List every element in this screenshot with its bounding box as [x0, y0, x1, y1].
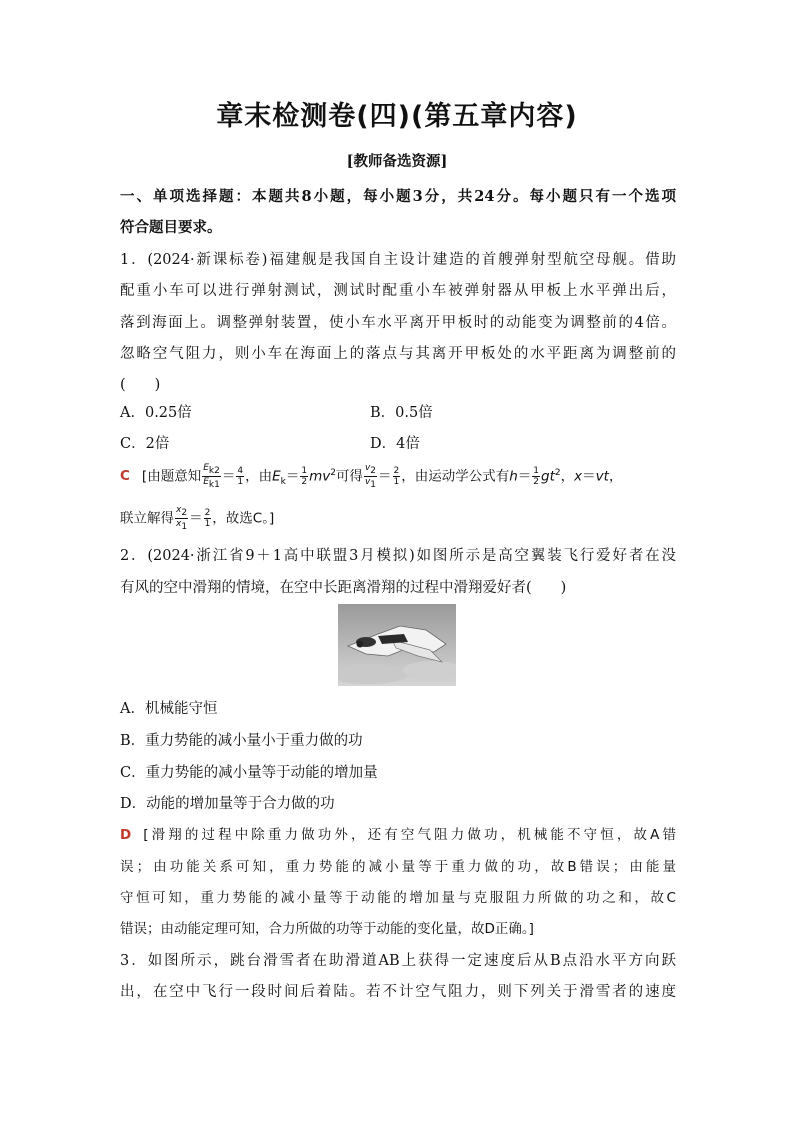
q2-line1: 2．(2024·浙江省9＋1高中联盟3月模拟)如图所示是高空翼装飞行爱好者在没	[120, 548, 676, 564]
q1-solution-line2: 联立解得 $\frac{x_2}{x_1}$ ＝ $\frac{2}{1}$ ，故选C。]	[120, 505, 275, 532]
section-heading: 一、单项选择题：本题共8小题，每小题3分，共24分。每小题只有一个选项	[120, 188, 676, 205]
q3-line2: 出，在空中飞行一段时间后着陆。若不计空气阻力，则下列关于滑雪者的速度	[120, 984, 676, 1000]
q1-option-a: A．0.25倍	[120, 405, 192, 421]
wingsuit-flyer-photo	[338, 604, 456, 686]
fraction: $\frac{1}{2}$	[533, 465, 540, 487]
fraction: $\frac{v_2}{v_1}$	[364, 463, 376, 490]
fraction: $\frac{1}{2}$	[301, 465, 308, 487]
q2-line2: 有风的空中滑翔的情境，在空中长距离滑翔的过程中滑翔爱好者( )	[120, 580, 567, 596]
q1-line2: 配重小车可以进行弹射测试，测试时配重小车被弹射器从甲板上水平弹出后，	[120, 283, 676, 299]
q2-option-b: B．重力势能的减小量小于重力做的功	[120, 733, 363, 749]
fraction: $\frac{4}{1}$	[237, 465, 244, 487]
q1-answer: C	[120, 468, 130, 485]
q2-solution-line2: 误；由功能关系可知，重力势能的减小量等于重力做的功，故B错误；由能量	[120, 859, 676, 875]
q2-option-c: C．重力势能的减小量等于动能的增加量	[120, 765, 378, 781]
q2-solution-line1: D [滑翔的过程中除重力做功外，还有空气阻力做功，机械能不守恒，故A错	[120, 827, 676, 843]
q2-option-d: D．动能的增加量等于合力做的功	[120, 796, 335, 812]
fraction: $\frac{E_{k2}}{E_{k1}}$	[203, 463, 220, 490]
q1-line4: 忽略空气阻力，则小车在海面上的落点与其离开甲板处的水平距离为调整前的	[120, 346, 676, 362]
q2-solution-line3: 守恒可知，重力势能的减小量等于动能的增加量与克服阻力所做的功之和，故C	[120, 890, 676, 906]
fraction: $\frac{2}{1}$	[393, 465, 400, 487]
q1-solution-line1: C [由题意知 $\frac{E_{k2}}{E_{k1}}$ ＝ $\frac{4}{1}$ ，由$E_k=$ $\frac{1}{2}$ $mv^2$可得 $\frac{v_2}{v_1}$ ＝ $\frac{2}{1}$ ，由运动学公式有h＝ $\frac{1}{2}$ $gt^2$，x＝vt，	[120, 463, 623, 490]
q2-answer: D	[120, 827, 132, 843]
fraction: $\frac{2}{1}$	[204, 507, 211, 529]
q3-line1: 3．如图所示，跳台滑雪者在助滑道AB上获得一定速度后从B点沿水平方向跃	[120, 953, 676, 969]
q1-option-d: D．4倍	[370, 436, 420, 452]
q1-line1: 1．(2024·新课标卷)福建舰是我国自主设计建造的首艘弹射型航空母舰。借助	[120, 252, 676, 268]
q1-blank: ( )	[120, 377, 161, 393]
q2-solution-line4: 错误；由动能定理可知，合力所做的功等于动能的变化量，故D正确。]	[120, 921, 534, 937]
subtitle: [教师备选资源]	[346, 153, 448, 170]
fraction: $\frac{x_2}{x_1}$	[176, 505, 188, 532]
q2-option-a: A．机械能守恒	[120, 701, 218, 717]
q1-line3: 落到海面上。调整弹射装置，使小车水平离开甲板时的动能变为调整前的4倍。	[120, 315, 676, 331]
q1-option-c: C．2倍	[120, 436, 170, 452]
section-heading-cont: 符合题目要求。	[120, 219, 222, 236]
page-title: 章末检测卷(四)(第五章内容)	[216, 101, 578, 132]
q1-option-b: B．0.5倍	[370, 405, 433, 421]
